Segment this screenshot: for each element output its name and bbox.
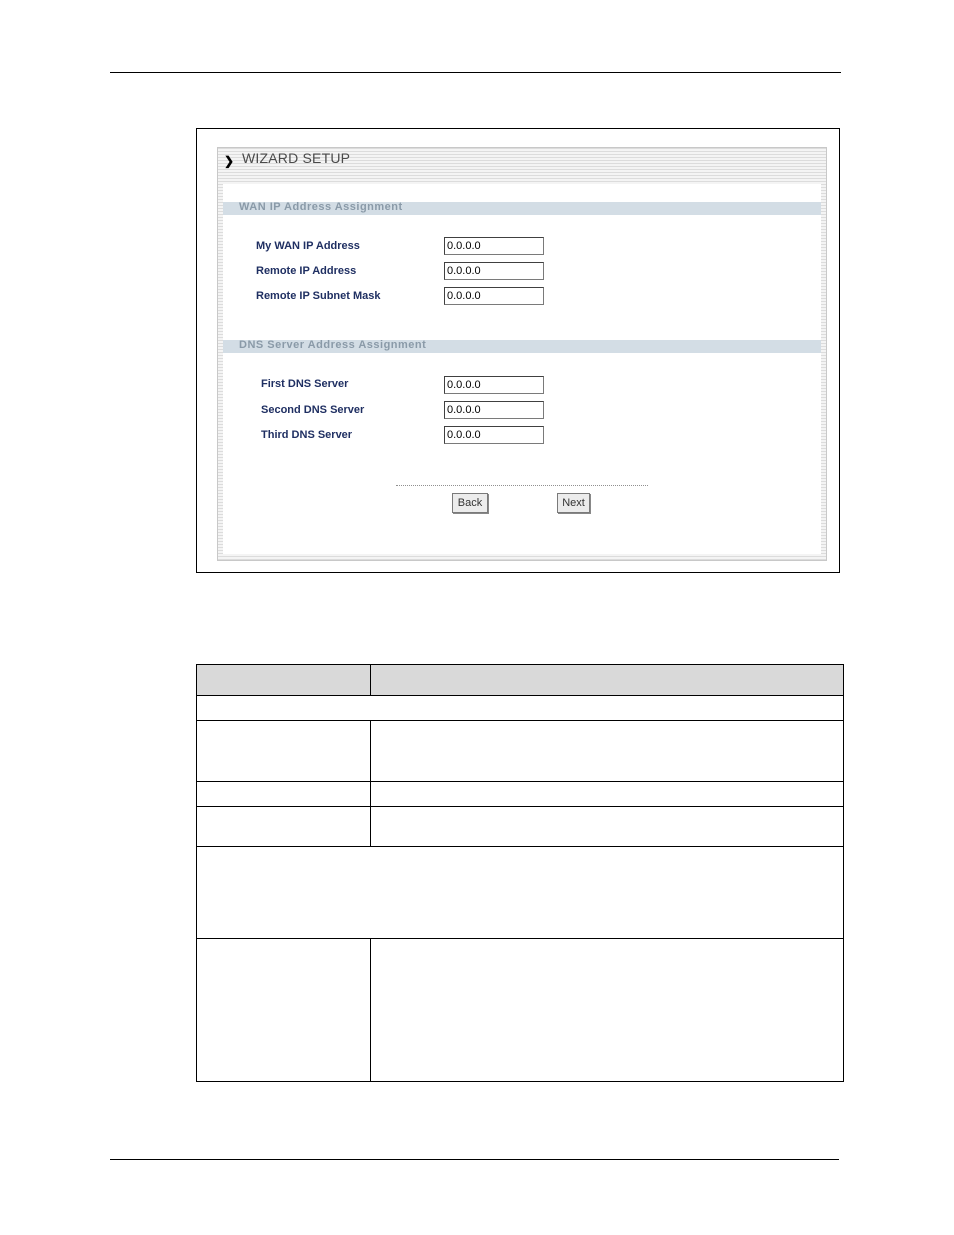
- table-cell: [197, 782, 371, 807]
- double-chevron-right-icon: ❯: [224, 154, 235, 168]
- first-dns-label: First DNS Server: [261, 378, 349, 390]
- remote-ip-label: Remote IP Address: [256, 265, 357, 277]
- my-wan-ip-label: My WAN IP Address: [256, 240, 360, 252]
- table-header-cell: [197, 665, 371, 696]
- wizard-body: [223, 184, 821, 554]
- dns-section-header: [223, 340, 821, 353]
- table-row: [197, 807, 844, 847]
- table-cell: [371, 782, 844, 807]
- footer-rule: [110, 1159, 839, 1160]
- second-dns-input[interactable]: [444, 401, 544, 419]
- table-cell: [197, 807, 371, 847]
- remote-ip-input[interactable]: [444, 262, 544, 280]
- table-header-row: [197, 665, 844, 696]
- table-cell: [197, 721, 371, 782]
- button-separator: [396, 485, 648, 486]
- table-cell: [197, 939, 371, 1082]
- remote-subnet-mask-label: Remote IP Subnet Mask: [256, 290, 381, 302]
- remote-subnet-mask-input[interactable]: [444, 287, 544, 305]
- table-section-row: [197, 696, 844, 721]
- table-row: [197, 782, 844, 807]
- table-cell: [197, 696, 844, 721]
- table-header-cell: [371, 665, 844, 696]
- first-dns-input[interactable]: [444, 376, 544, 394]
- wizard-title: WIZARD SETUP: [242, 150, 351, 166]
- second-dns-label: Second DNS Server: [261, 404, 365, 416]
- wizard-title-bar: [218, 148, 826, 184]
- third-dns-label: Third DNS Server: [261, 429, 353, 441]
- wan-section-title: WAN IP Address Assignment: [239, 201, 403, 213]
- table-cell: [371, 939, 844, 1082]
- back-button[interactable]: Back: [452, 493, 488, 513]
- description-table: [196, 664, 844, 1082]
- wizard-panel: [217, 147, 827, 561]
- next-button[interactable]: Next: [557, 493, 590, 513]
- table-cell: [371, 721, 844, 782]
- screenshot-frame: [196, 128, 840, 573]
- third-dns-input[interactable]: [444, 426, 544, 444]
- table-cell: [371, 807, 844, 847]
- dns-section-title: DNS Server Address Assignment: [239, 339, 427, 351]
- my-wan-ip-input[interactable]: [444, 237, 544, 255]
- header-rule: [110, 72, 841, 73]
- table-cell: [197, 847, 844, 939]
- table-section-row: [197, 847, 844, 939]
- table-row: [197, 721, 844, 782]
- table-row: [197, 939, 844, 1082]
- wan-section-header: [223, 202, 821, 215]
